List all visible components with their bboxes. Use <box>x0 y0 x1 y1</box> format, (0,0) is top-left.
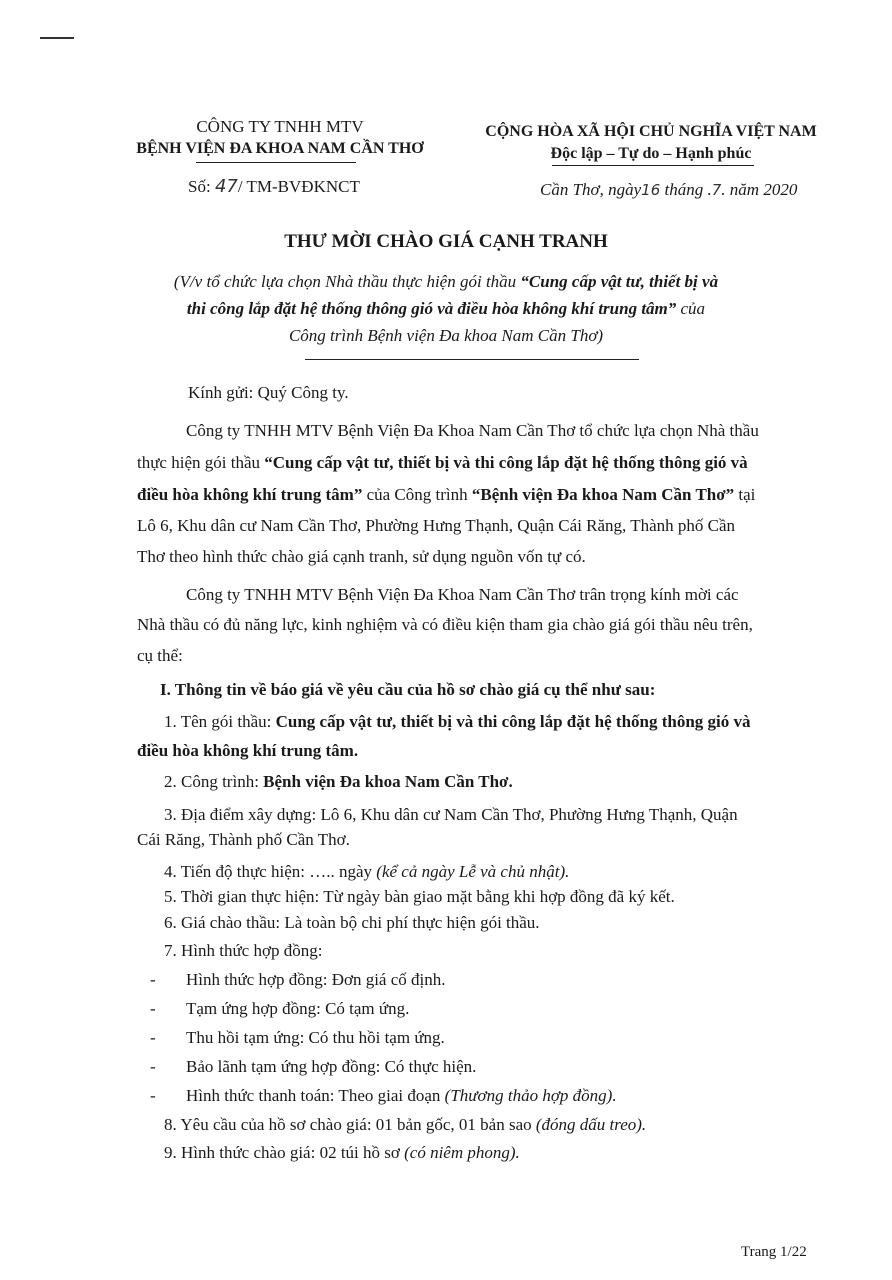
date-month-label: tháng <box>664 180 704 199</box>
item-4 <box>164 862 569 882</box>
binder-mark <box>40 37 74 39</box>
dash-item-2-text: Tạm ứng hợp đồng: Có tạm ứng. <box>186 999 410 1018</box>
subject-1-plain: (V/v tổ chức lựa chọn Nhà thầu thực hiện gói thầu <box>173 272 521 291</box>
dash-bullet: - <box>150 970 156 989</box>
dash-item-3-text: Thu hồi tạm ứng: Có thu hồi tạm ứng. <box>186 1028 445 1047</box>
item-2-value: Bệnh viện Đa khoa Nam Cần Thơ. <box>263 772 513 791</box>
dash-item-5-text <box>186 1086 617 1106</box>
item-7: 7. Hình thức hợp đồng: <box>164 941 323 960</box>
para1-line-4: Lô 6, Khu dân cư Nam Cần Thơ, Phường Hưng Thạnh, Quận Cái Răng, Thành phố Cần <box>137 516 736 535</box>
item-8 <box>164 1115 646 1135</box>
dash-bullet: - <box>150 1057 156 1076</box>
item-1-label: 1. Tên gói thầu: <box>164 712 276 731</box>
item-9-plain: 9. Hình thức chào giá: 02 túi hồ sơ <box>164 1143 405 1162</box>
item-6: 6. Giá chào thầu: Là toàn bộ chi phí thực hiện gói thầu. <box>164 913 540 932</box>
dash-bullet: - <box>150 1086 156 1105</box>
item-2 <box>164 772 513 792</box>
dash-item-4-text: Bảo lãnh tạm ứng hợp đồng: Có thực hiện. <box>186 1057 477 1076</box>
document-number <box>188 176 360 197</box>
date-year: năm 2020 <box>729 180 798 199</box>
doc-no-handwritten: 47 <box>214 176 238 197</box>
republic-title: CỘNG HÒA XÃ HỘI CHỦ NGHĨA VIỆT NAM <box>485 123 817 140</box>
item-4-plain: 4. Tiến độ thực hiện: ….. ngày <box>164 862 377 881</box>
dash-item-5-italic: (Thương thảo hợp đồng). <box>444 1086 617 1105</box>
dash-bullet: - <box>150 999 156 1018</box>
para1-line-3 <box>137 485 755 505</box>
document-title: THƯ MỜI CHÀO GIÁ CẠNH TRANH <box>284 231 608 252</box>
hospital-name: BỆNH VIỆN ĐA KHOA NAM CẦN THƠ <box>136 140 424 157</box>
greeting: Kính gửi: Quý Công ty. <box>188 383 349 402</box>
document-date: Cần Thơ, ngày16 tháng .7. năm 2020 <box>540 180 798 199</box>
item-9-italic: (có niêm phong). <box>404 1143 520 1162</box>
para2-line-1: Công ty TNHH MTV Bệnh Viện Đa Khoa Nam Cần Thơ trân trọng kính mời các <box>186 585 739 604</box>
subject-line-3: Công trình Bệnh viện Đa khoa Nam Cần Thơ) <box>288 326 604 345</box>
para1-l3-end: tại <box>734 485 756 504</box>
para1-l3-bold-a: điều hòa không khí trung tâm” <box>137 485 363 504</box>
item-8-italic: (đóng dấu treo). <box>535 1115 647 1134</box>
item-9 <box>164 1143 520 1163</box>
para1-l3-plain: của Công trình <box>362 485 472 504</box>
section-1-heading: I. Thông tin về báo giá về yêu cầu của hồ sơ chào giá cụ thể như sau: <box>160 680 656 699</box>
item-1-value: Cung cấp vật tư, thiết bị và thi công lắp đặt hệ thống thông gió và <box>275 712 751 731</box>
item-2-label: 2. Công trình: <box>164 772 264 791</box>
date-day-handwritten: 16 <box>641 181 661 199</box>
para2-line-3: cụ thể: <box>137 646 183 665</box>
title-underline <box>305 359 639 360</box>
company-line-1: CÔNG TY TNHH MTV <box>196 117 364 136</box>
national-motto: Độc lập – Tự do – Hạnh phúc <box>550 145 752 162</box>
motto-underline <box>552 165 754 166</box>
page-number: Trang 1/22 <box>741 1244 807 1260</box>
para1-l3-bold-b: “Bệnh viện Đa khoa Nam Cần Thơ” <box>471 485 735 504</box>
item-8-plain: 8. Yêu cầu của hồ sơ chào giá: 01 bản gốc, 01 bản sao <box>164 1115 536 1134</box>
item-5: 5. Thời gian thực hiện: Từ ngày bàn giao mặt bằng khi hợp đồng đã ký kết. <box>164 887 675 906</box>
subject-1-bold: “Cung cấp vật tư, thiết bị và <box>520 272 719 291</box>
dash-item-1-text: Hình thức hợp đồng: Đơn giá cố định. <box>186 970 446 989</box>
subject-line-2 <box>100 295 792 322</box>
para1-l2-plain: thực hiện gói thầu <box>137 453 265 472</box>
para1-line-2 <box>137 453 748 473</box>
dash-item-5-plain: Hình thức thanh toán: Theo giai đoạn <box>186 1086 445 1105</box>
company-name-block <box>120 116 440 160</box>
item-1 <box>164 712 751 732</box>
item-4-italic: (kể cả ngày Lễ và chủ nhật). <box>376 862 570 881</box>
company-underline <box>196 162 356 163</box>
para1-l2-bold: “Cung cấp vật tư, thiết bị và thi công lắp đặt hệ thống thông gió và <box>264 453 748 472</box>
doc-no-prefix: Số: <box>188 177 211 196</box>
subject-line-1 <box>100 268 792 295</box>
item-3: 3. Địa điểm xây dựng: Lô 6, Khu dân cư Nam Cần Thơ, Phường Hưng Thạnh, Quận <box>164 805 738 824</box>
item-1-continued: điều hòa không khí trung tâm. <box>137 741 359 760</box>
para2-line-2: Nhà thầu có đủ năng lực, kinh nghiệm và có điều kiện tham gia chào giá gói thầu nêu trên, <box>137 615 753 634</box>
subject-block <box>100 268 792 349</box>
doc-no-suffix: / TM-BVĐKNCT <box>237 177 360 196</box>
date-prefix: Cần Thơ, ngày <box>540 180 642 199</box>
date-month-handwritten: 7 <box>711 181 722 199</box>
dash-bullet: - <box>150 1028 156 1047</box>
item-3-continued: Cái Răng, Thành phố Cần Thơ. <box>137 830 350 849</box>
para1-line-5: Thơ theo hình thức chào giá cạnh tranh, sử dụng nguồn vốn tự có. <box>137 547 586 566</box>
national-title-block <box>470 121 832 165</box>
para1-line-1: Công ty TNHH MTV Bệnh Viện Đa Khoa Nam Cần Thơ tổ chức lựa chọn Nhà thầu <box>186 421 759 440</box>
subject-2-bold: thi công lắp đặt hệ thống thông gió và điều hòa không khí trung tâm” <box>186 299 677 318</box>
subject-2-plain: của <box>676 299 706 318</box>
